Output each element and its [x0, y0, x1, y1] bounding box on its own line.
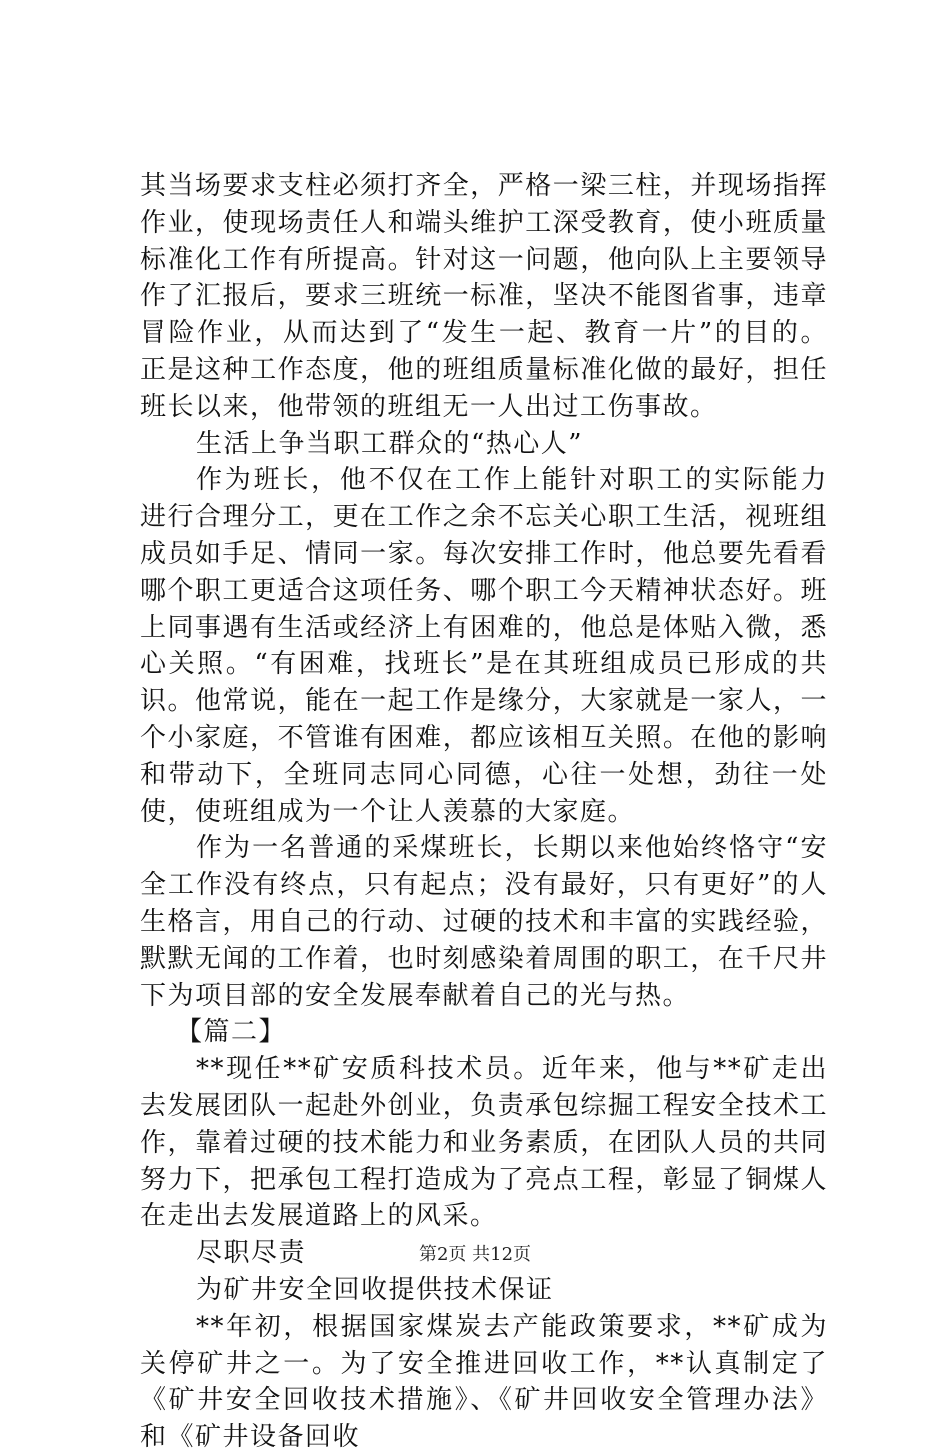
- paragraph-team-care: 作为班长，他不仅在工作上能针对职工的实际能力进行合理分工，更在工作之余不忘关心职工生活，视班组成员如手足、情同一家。每次安排工作时，他总要先看看哪个职工更适合这项任务、哪个职工今天精神状态好。班上同事遇有生活或经济上有困难的，他总是体贴入微，悉心关照。“有困难，找班长”是在其班组成员已形成的共识。他常说，能在一起工作是缘分，大家就是一家人，一个小家庭，不管谁有困难，都应该相互关照。在他的影响和带动下，全班同志同心同德，心往一处想，劲往一处使，使班组成为一个让人羡慕的大家庭。: [140, 465, 828, 827]
- section-marker-part-two: 【篇二】: [176, 1017, 287, 1048]
- page-footer: 第2页 共12页: [418, 1244, 532, 1265]
- paragraph-technician-intro: **现任**矿安质科技术员。近年来，他与**矿走出去发展团队一起赴外创业，负责承包综掘工程安全技术工作，靠着过硬的技术能力和业务素质，在团队人员的共同努力下，把承包工程打造成为了亮点工程，彰显了铜煤人在走出去发展道路上的风采。: [140, 1054, 828, 1232]
- subheading-warm-hearted: 生活上争当职工群众的“热心人”: [196, 428, 584, 459]
- paragraph-continued: 其当场要求支柱必须打齐全，严格一梁三柱，并现场指挥作业，使现场责任人和端头维护工深受教育，使小班质量标准化工作有所提高。针对这一问题，他向队上主要领导作了汇报后，要求三班统一标准，坚决不能图省事，违章冒险作业，从而达到了“发生一起、教育一片”的目的。正是这种工作态度，他的班组质量标准化做的最好，担任班长以来，他带领的班组无一人出过工伤事故。: [140, 171, 828, 422]
- subheading-technical-guarantee: 为矿井安全回收提供技术保证: [196, 1274, 554, 1305]
- subheading-dutiful: 尽职尽责: [196, 1238, 307, 1269]
- paragraph-safety-motto: 作为一名普通的采煤班长，长期以来他始终恪守“安全工作没有终点，只有起点；没有最好，只有更好”的人生格言，用自己的行动、过硬的技术和丰富的实践经验，默默无闻的工作着，也时刻感染着周围的职工，在千尺井下为项目部的安全发展奉献着自己的光与热。: [140, 833, 828, 1011]
- paragraph-mine-closure: **年初，根据国家煤炭去产能政策要求，**矿成为关停矿井之一。为了安全推进回收工作，**认真制定了《矿井安全回收技术措施》、《矿井回收安全管理办法》和《矿井设备回收: [140, 1311, 828, 1453]
